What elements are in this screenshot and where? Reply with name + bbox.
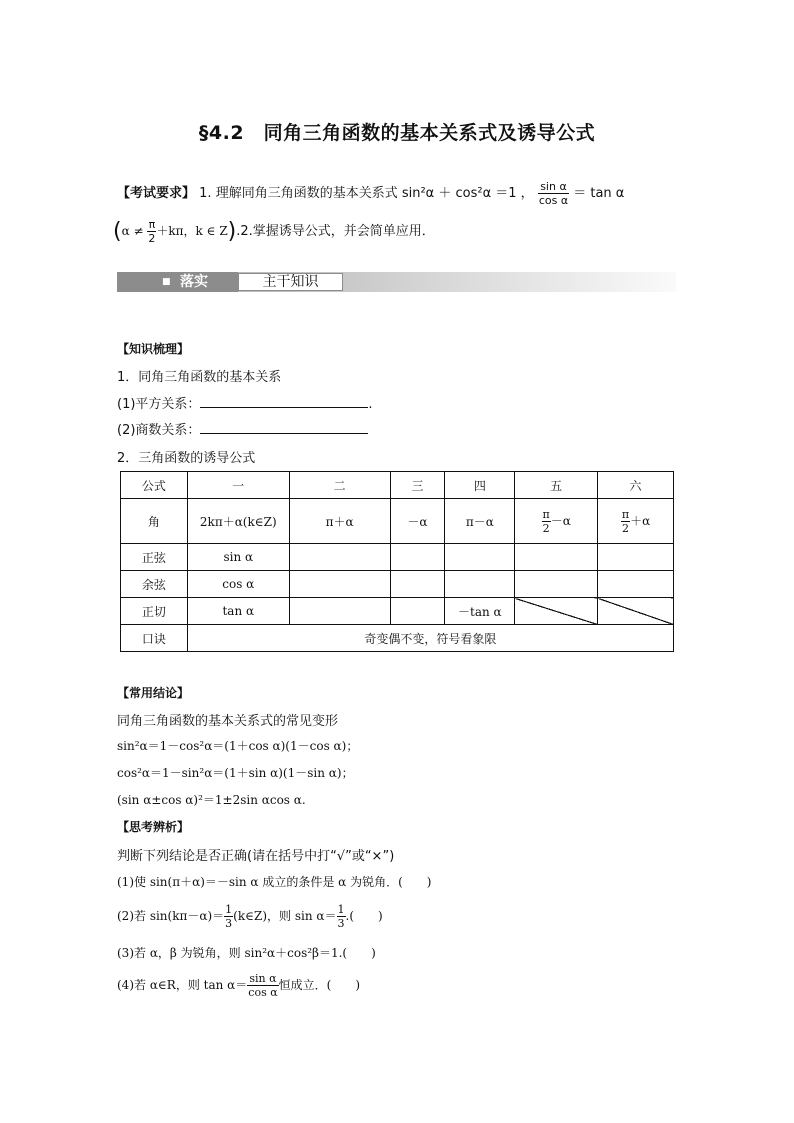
conclusion-line-1: sin²α＝1－cos²α＝(1＋cos α)(1－cos α)； — [117, 739, 359, 753]
thinking-intro: 判断下列结论是否正确(请在括号中打“√”或“×”) — [117, 849, 395, 864]
table-cell: tan α — [187, 598, 289, 625]
diagonal-cell — [515, 598, 598, 625]
table-cell[interactable] — [390, 571, 445, 598]
table-cell[interactable] — [515, 544, 598, 571]
table-cell[interactable] — [390, 598, 445, 625]
diagonal-cell — [598, 598, 674, 625]
row-label: 角 — [121, 499, 188, 544]
table-cell: cos α — [187, 571, 289, 598]
bullet-icon: ■ — [162, 277, 171, 287]
rhyme-cell: 奇变偶不变，符号看象限 — [187, 625, 673, 652]
requirement-label: 【考试要求】 — [117, 186, 196, 201]
question-1: (1)使 sin(π＋α)＝－sin α 成立的条件是 α 为锐角．( ) — [117, 875, 432, 889]
table-header: 五 — [515, 472, 598, 499]
table-cell[interactable] — [598, 571, 674, 598]
table-cell: sin α — [187, 544, 289, 571]
table-cell: －tan α — [445, 598, 515, 625]
alpha-condition: α ≠ — [121, 224, 148, 238]
table-cell[interactable] — [598, 544, 674, 571]
table-header: 一 — [187, 472, 289, 499]
banner-light-label: 主干知识 — [238, 273, 343, 291]
table-row-cos — [121, 571, 674, 598]
table-cell[interactable] — [390, 544, 445, 571]
table-cell[interactable] — [289, 544, 390, 571]
knowledge-item-2: 2．三角函数的诱导公式 — [117, 451, 256, 466]
quotient-relation-line: (2)商数关系： — [117, 419, 368, 438]
square-relation-blank[interactable] — [200, 395, 368, 408]
table-cell[interactable] — [289, 571, 390, 598]
conclusions-heading: 【常用结论】 — [117, 686, 190, 700]
induction-formula-table — [120, 471, 674, 652]
question-2: (2)若 sin(kπ－α)＝ $\frac{1}{3}$ (k∈Z)，则 sin α＝ $\frac{1}{3}$ .( ) — [117, 903, 383, 930]
table-row-tan — [121, 598, 674, 625]
table-row-angle — [121, 499, 674, 544]
exam-requirement-line-1 — [117, 180, 687, 207]
table-header-row — [121, 472, 674, 499]
page-title: §4.2 同角三角函数的基本关系式及诱导公式 — [198, 122, 596, 144]
table-row-rhyme — [121, 625, 674, 652]
table-header: 四 — [445, 472, 515, 499]
section-banner — [117, 272, 676, 292]
table-header: 公式 — [121, 472, 188, 499]
table-header: 二 — [289, 472, 390, 499]
knowledge-item-1: 1．同角三角函数的基本关系 — [117, 370, 282, 385]
row-label: 正弦 — [121, 544, 188, 571]
row-label: 余弦 — [121, 571, 188, 598]
pi-over-2-fraction: $\frac{\pi}{2}$ — [148, 218, 156, 245]
table-cell: π－α — [445, 499, 515, 544]
row-label: 口诀 — [121, 625, 188, 652]
conclusions-intro: 同角三角函数的基本关系式的常见变形 — [117, 714, 339, 729]
banner-dark-tab — [117, 272, 238, 292]
thinking-heading: 【思考辨析】 — [117, 820, 190, 834]
conclusion-line-3: (sin α±cos α)²＝1±2sin αcos α. — [117, 793, 306, 807]
table-header: 六 — [598, 472, 674, 499]
table-cell: $\frac{\pi}{2}$ ＋α — [598, 499, 674, 544]
question-3: (3)若 α，β 为锐角，则 sin²α＋cos²β＝1.( ) — [117, 946, 376, 960]
k-condition: ＋kπ，k ∈ Z — [156, 224, 228, 238]
table-cell: π＋α — [289, 499, 390, 544]
table-cell: 2kπ＋α(k∈Z) — [187, 499, 289, 544]
banner-dark-label: 落实 — [180, 274, 208, 290]
square-relation-line: (1)平方关系： . — [117, 397, 373, 412]
table-cell[interactable] — [515, 571, 598, 598]
tan-alpha: ＝ tan α — [573, 186, 625, 201]
question-4: (4)若 α∈R，则 tan α＝ $\frac{\text{sin α}}{\text{cos α}}$ 恒成立．( ) — [117, 972, 361, 999]
requirement-point-1: 1. 理解同角三角函数的基本关系式 sin²α ＋ cos²α ＝1 ， — [199, 186, 534, 201]
conclusion-line-2: cos²α＝1－sin²α＝(1＋sin α)(1－sin α)； — [117, 766, 354, 780]
knowledge-heading: 【知识梳理】 — [117, 342, 190, 356]
table-cell[interactable] — [289, 598, 390, 625]
table-cell: $\frac{\pi}{2}$ －α — [515, 499, 598, 544]
table-header: 三 — [390, 472, 445, 499]
table-cell: －α — [390, 499, 445, 544]
exam-requirement-line-2: (α ≠ $\frac{\pi}{2}$ ＋kπ，k ∈ Z).2.掌握诱导公式，并会简单应用． — [113, 218, 435, 245]
sin-over-cos-fraction: $\frac{\text{sin α}}{\text{cos α}}$ — [538, 180, 569, 207]
table-row-sin — [121, 544, 674, 571]
row-label: 正切 — [121, 598, 188, 625]
quotient-relation-blank[interactable] — [200, 421, 368, 434]
requirement-point-2: .2.掌握诱导公式，并会简单应用． — [236, 224, 435, 239]
table-cell[interactable] — [445, 544, 515, 571]
table-cell[interactable] — [445, 571, 515, 598]
